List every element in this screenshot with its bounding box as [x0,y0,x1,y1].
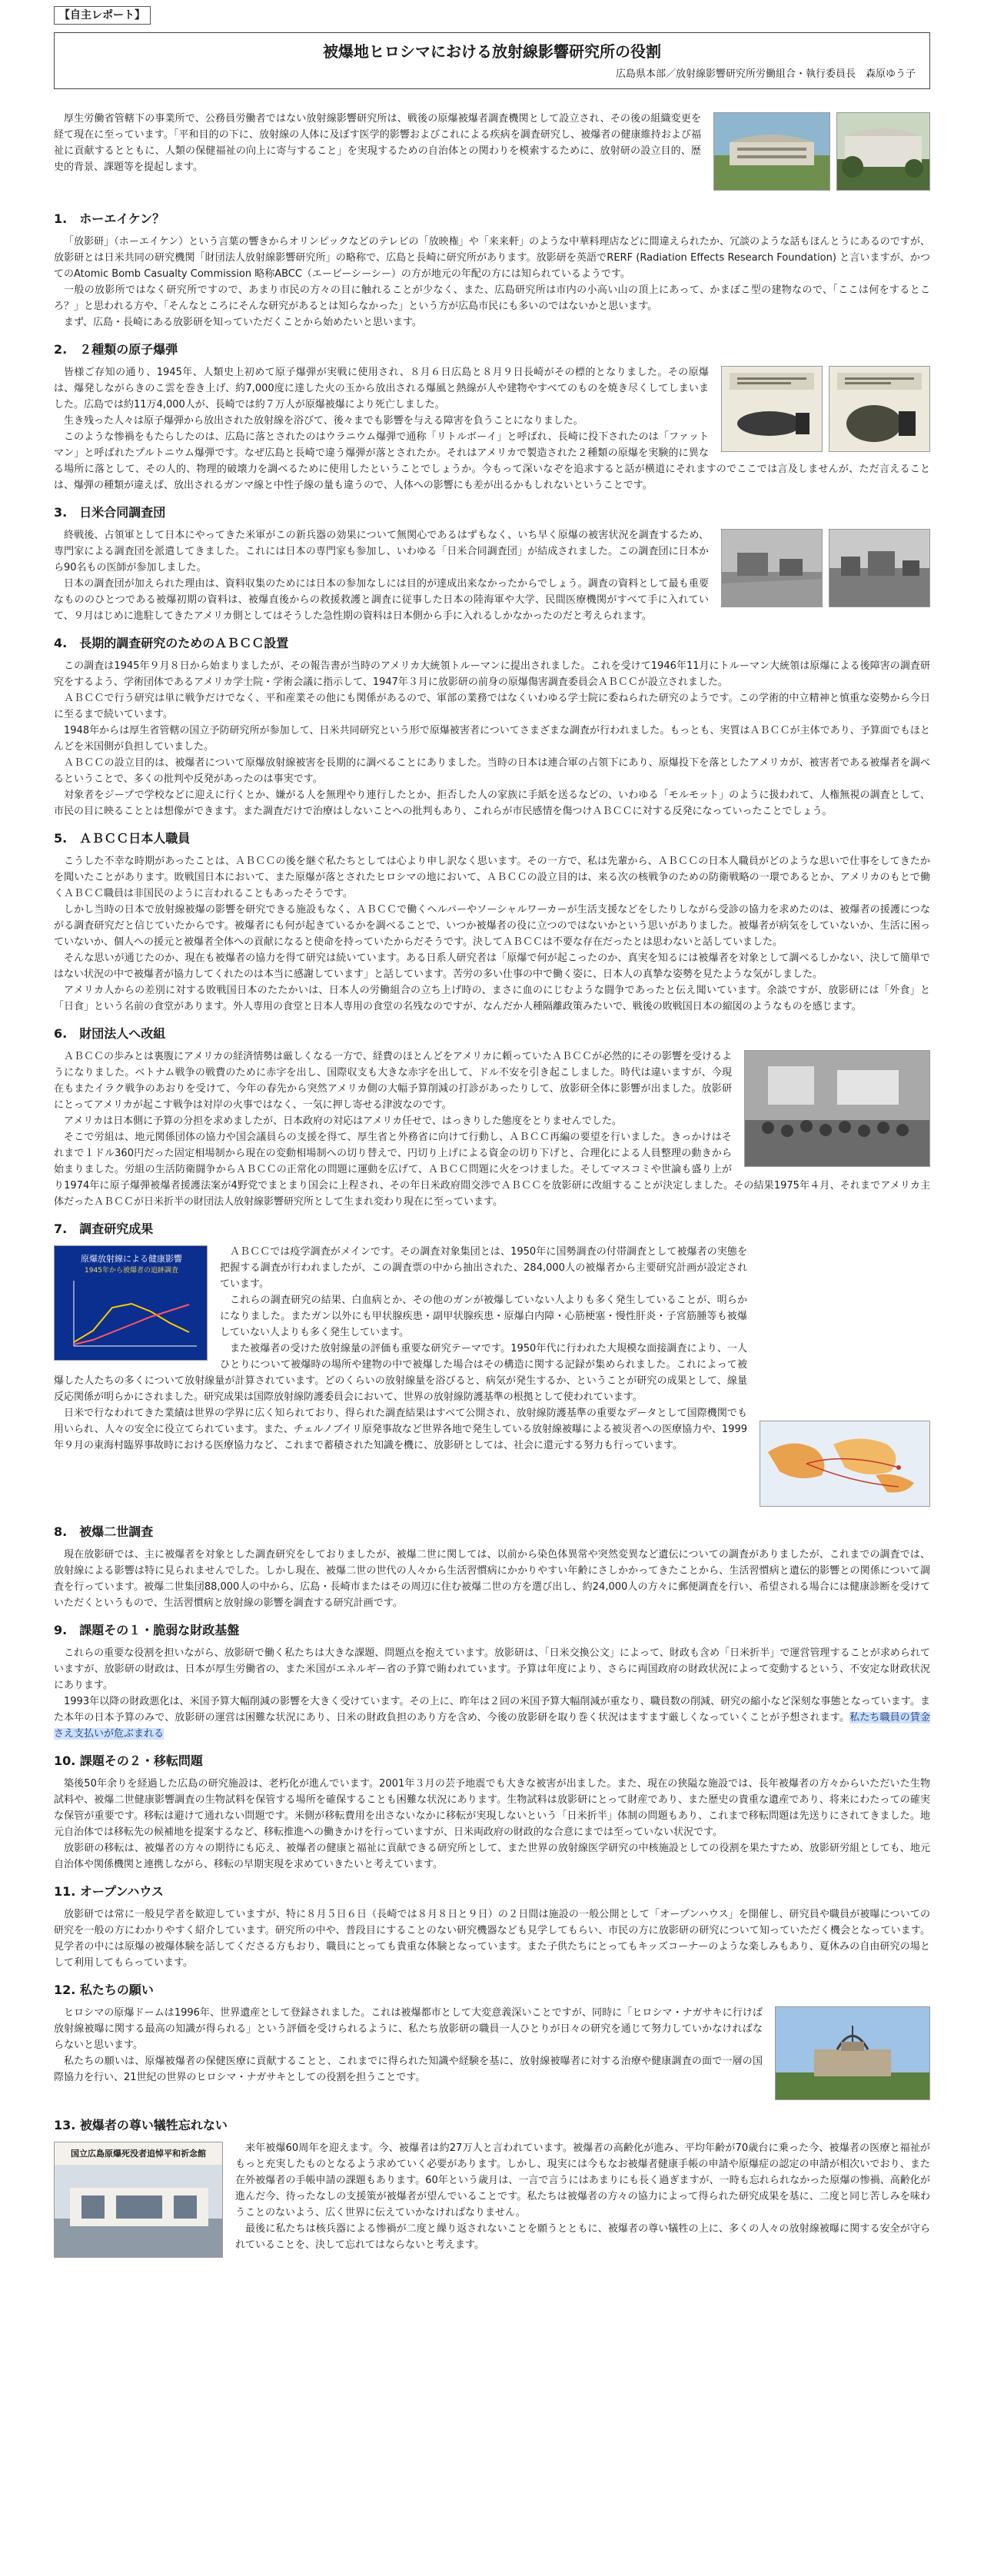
intro-block [54,111,930,197]
bomb-photos [721,366,930,452]
building-photo-2 [836,112,930,191]
section-heading: 10. 課題その２・移転問題 [54,1753,203,1768]
section-8 [54,1522,930,1611]
section-heading: 9. 課題その１・脆弱な財政基盤 [54,1623,240,1637]
section-heading: 3. 日米合同調査団 [54,505,166,520]
figure-subtitle: 1945年から被爆者の追跡調査 [85,1267,178,1275]
protest-photo [744,1050,930,1167]
section-4 [54,633,930,819]
atomic-dome-photo [775,2006,930,2100]
section-13 [54,2116,930,2264]
paragraph: 最後に私たちは核兵器による惨禍が二度と繰り返されないことを願うとともに、被爆者の尊い犠牲の上に、多くの人々の放射線被曝に関する安全が守られていることを、決して忘れてはならないと考えます。 [235,2223,930,2251]
memorial-photo [54,2142,223,2258]
chart-figure [54,1245,208,1361]
building-photo-1 [713,112,830,191]
paragraph: 「放影研」（ホーエイケン）という言葉の響きからオリンピックなどのテレビの「放映権」や「来来軒」のような中華料理店などに間違えられたか、冗談のような話もほんとうにあるのですが、放影研とは日米共同の研究機関「財団法人放射線影響研究所」の略称で、広島と長崎に研究所があります。放影研を英語でRERF (Radiation Effects Research Foundation) と言いますが、かつてのAtomic Bomb Casualty Commission 略称ABCC（エービーシーシー）の方が地元の年配の方には知られているようです。 [54,236,930,280]
paragraph: そんな思いが通じたのか、現在も被爆者の協力を得て研究は続いています。ある日系人研究者は「原爆で何が起こったのか、真実を知るには被爆者を対象として調べるしかない、決して簡単ではない状況の中で被爆者が協力してくれたのは本当に感謝しています」と話しています。苦労の多い仕事の中で働く姿に、日本人の真摯な姿勢を見たような気がしました。 [54,952,930,980]
paragraph: こうした不幸な時期があったことは、ＡＢＣＣの後を継ぐ私たちとしては心より申し訳なく思います。その一方で、私は先輩から、ＡＢＣＣの日本人職員がどのような思いで仕事をしてきたかを聞いたことがあります。敗戦国日本において、また原爆が落とされたヒロシマの地において、ＡＢＣＣの設立目的は、来る次の核戦争のための防衛戦略の一環であるとか、アメリカのもとで働くＡＢＣＣ職員は非国民のように言われることもあったそうです。 [54,856,930,899]
little-boy-photo [721,366,823,452]
ruins-photo-1 [721,529,823,607]
paragraph: 来年被爆60周年を迎えます。今、被爆者は約27万人と言われています。被爆者の高齢化が進み、平均年齢が70歳台に乗った今、被爆者の医療と福祉がもっと充実したものとなるよう求めていく必要があります。しかし、現実には今もなお被爆者健康手帳の申請や原爆症の認定の申請が相次いでおり、また在外被爆者の手帳申請の課題もあります。60年という歳月は、一言で言うにはあまりにも長く過ぎますが、一時も忘れられなかった原爆の惨禍、高齢化が進んだ今、待ったなしの支援策が被爆者が望んでいることです。私たちは被爆者の方々の協力によって得られた研究成果を基に、二度と同じ苦しみを味わうことのないよう、広く世界に伝えていかなければなりません。 [235,2142,930,2219]
paragraph: 1948年からは厚生省管轄の国立予防研究所が参加して、日米共同研究という形で原爆被害者についてさまざまな調査が行われました。もっとも、実質はＡＢＣＣが主体であり、予算面でもほとんどを米国側が負担していました。 [54,725,930,753]
paragraph: しかし当時の日本で放射線被爆の影響を研究できる施設もなく、ＡＢＣＣで働くヘルパーやソーシャルワーカーが生活支援などをしたりしながら受診の協力を求めたのは、被爆者の援護につながる調査研究だと信じていたからです。被爆者にも何が起きているかを調べることで、いつか被爆者の役に立つのではないかという思いがありました。被爆者が病気をしていないか、生活に困っていないか、個人への援元と被爆者全体への貢献になると使命を持っていたからだそうです。決してＡＢＣＣは不要な存在だったとは思わないと話していました。 [54,904,930,948]
paragraph: 日米で行なわれてきた業績は世界の学界に広く知られており、得られた調査結果はすべて公開され、放射線防護基準の重要なデータとして国際機関でも用いられ、人々の安全に役立てられています。また、チェルノブイリ原発事故など世界各地で発生している放射線被曝による被災者への医療協力や、1999年９月の東海村臨界事故時における医療協力など、これまで蓄積された知識を機に、放影研としては、社会に還元する努力も行っています。 [54,1408,747,1451]
dome-figure [775,2006,930,2100]
paragraph: これらの調査研究の結果、白血病とか、その他のガンが被爆していない人よりも多く発生していることが、明らかになりました。またガン以外にも甲状腺疾患・副甲状腺疾患・原爆白内障・心筋梗塞・慢性肝炎・子宮筋腫等も被爆していない人よりも多く発生しています。 [220,1295,747,1338]
section-1 [54,209,930,331]
paragraph: 放影研の移転は、被爆者の方々の期待にも応え、被爆者の健康と福祉に貢献できる研究所として、また世界の放射線医学研究の中核施設としての役割を果たすため、放影研労組としても、地元自治体や関係機関と連携しながら、移転の早期実現を求めていきたいと考えています。 [54,1843,930,1870]
paragraph: そこで労組は、地元関係団体の協力や国会議員らの支援を得て、厚生省と外務省に向けて行動し、ＡＢＣＣ再編の要望を行いました。きっかけはそれまで１ドル360円だった固定相場制から現在の変動相場制への切り替えで、円切り上げによる資金の切り下げと、合理化による人員整理の動きから始まりました。労組の生活防衛闘争からＡＢＣＣの正常化の問題に運動を広げて、ＡＢＣＣ問題に火をつけました。そしてマスコミや世論も盛り上がり1974年に原子爆弾被爆者援護法案が4野党でまとまり国会に上程され、その年日米政府間交渉でＡＢＣＣを放影研に改組することが決定しました。その結果1975年４月、それまでアメリカ主体だったＡＢＣＣが日米折半の財団法人放射線影響研究所として生まれ変わり現在に至っています。 [54,1132,930,1208]
paragraph: まず、広島・長崎にある放影研を知っていただくことから始めたいと思います。 [64,317,422,328]
intro-photos [713,112,930,191]
title-box [54,32,930,89]
report-tag: 【自主レポート】 [54,6,151,25]
paragraph: 生き残った人々は原子爆弾から放出された放射線を浴びて、後々までも影響を与える障害を負うことになりました。 [64,415,583,427]
world-map-figure [760,1421,930,1507]
paragraph: ＡＢＣＣの設立目的は、被爆者について原爆放射線被害を長期的に調べることにありました。当時の日本は連合軍の占領下にあり、原爆投下を落としたアメリカが、被害者である被爆者を調べるということで、多くの批判や反発があったのは事実です。 [54,757,930,785]
section-heading: 5. ＡＢＣＣ日本人職員 [54,831,191,846]
section-10 [54,1751,930,1873]
memorial-sign-text: 国立広島原爆死没者追悼平和祈念館 [55,2142,222,2165]
intro-text: 厚生労働省管轄下の事業所で、公務員労働者ではない放射線影響研究所は、戦後の原爆被爆者調査機関として設立され、その後の組織変更を経て現在に至っています。「平和目的の下に、放射線の人体に及ぼす医学的影響およびこれによる疾病を調査研究し、被爆者の健康維持および福祉に貢献するとともに、人類の保健福祉の向上に寄与すること」を実現するための自治体との関わりを模索するために、放射研の設立目的、歴史的背景、課題等を提起します。 [54,113,701,173]
memorial-figure [54,2142,223,2258]
paragraph: アメリカは日本側に予算の分担を求めましたが、日本政府の対応はアメリカ任せで、はっきりした態度をとりませんでした。 [64,1115,622,1127]
fat-man-photo [829,366,930,452]
author-line: 広島県本部／放射線影響研究所労働組合・執行委員長 森原ゆう子 [615,68,916,80]
figure-title: 原爆放射線による健康影響 [81,1254,182,1264]
paragraph: 対象者をジープで学校などに迎えに行くとか、嫌がる人を無理やり連行したとか、拒否した人の家族に手紙を送るなどの、いわゆる「モルモット」のように扱われて、人権無視の調査として、市民の目に映ることとは想像ができます。また調査だけで治療はしないことへの批判もあり、これらが市民感情を傷つけＡＢＣＣに対する反発になっていったことでしょう。 [54,789,930,817]
section-12 [54,1980,930,2106]
paragraph: また被爆者の受けた放射線量の評価も重要な研究テーマです。1950年代に行われた大規模な面接調査により、一人ひとりについて被爆時の場所や建物の中で被爆した場合はその構造に関する記録が集められました。これによって被爆した人たちの多くについて放射線量が計算されています。どのくらいの放射線量を浴びると、病気が発生するか、ということが研究の成果として、線量反応関係が明らかにされました。研究成果は国際放射線防護委員会において、世界の放射線防護基準の根拠として使われています。 [54,1343,747,1403]
paragraph: アメリカ人からの差別に対する敗戦国日本のたたかいは、日本人の労働組合の立ち上げ時の、まさに血のにじむような闘争であったと伝え聞いています。余談ですが、放影研には「外食」と「日食」という名前の食堂があります。外人専用の食堂と日本人専用の食堂の名残なのですが、なんだか人種隔離政策みたいで、戦後の敗戦国日本の縮図のようなものを感じます。 [54,985,930,1012]
section-heading: 8. 被爆二世調査 [54,1524,154,1539]
paragraph: この調査は1945年９月８日から始まりましたが、その報告書が当時のアメリカ大統領トルーマンに提出されました。これを受けて1946年11月にトルーマン大統領は原爆による後障害の調査研究をするよう、学術団体であるアメリカ学士院・学術会議に指示して、1947年３月に放影研の前身の原爆傷害調査委員会ＡＢＣＣが設立されました。 [54,660,930,688]
section-heading: 7. 調査研究成果 [54,1222,154,1236]
section-heading: 2. ２種類の原子爆弾 [54,342,178,357]
paragraph: これらの重要な役割を担いながら、放影研で働く私たちは大きな課題、問題点を抱えています。放影研は、「日米交換公文」によって、財政も含め「日米折半」で運営管理することが求められていますが、放影研の財政は、日本が厚生労働省の、また米国がエネルギー省の予算で賄われています。予算は年度により、さらに両国政府の財政状況によって変動するという、不安定な財政状況にあります。 [54,1647,930,1691]
paragraph: 終戦後、占領軍として日本にやってきた米軍がこの新兵器の効果について無関心であるはずもなく、いち早く原爆の被害状況を調査するため、専門家による調査団を派遣してきました。これには日本の専門家も参加し、いわゆる「日米合同調査団」が結成されました。この調査団に日本から90名もの医師が参加しました。 [54,530,709,573]
paragraph: 日本の調査団が加えられた理由は、資料収集のためには日本の参加なしには目的が達成出来なかったからでしょう。調査の資料として最も重要なもののひとつである被爆初期の資料は、被爆直後からの救援救護と調査に従事した日本の陸海軍や大学、民間医療機関がすべて手に入れていて、９月はじめに進駐してきたアメリカ側としてはそうした急性期の資料は日本側から手に入れるしかなかったのだと考えられます。 [54,578,709,622]
section-heading: 1. ホーエイケン？ [54,211,165,226]
ruins-photos [721,529,930,607]
protest-photos [744,1050,930,1167]
section-heading: 6. 財団法人へ改組 [54,1026,166,1041]
paragraph: 私たちの願いは、原爆被爆者の保健医療に貢献することと、これまでに得られた知識や経験を基に、放射線被曝者に対する治療や健康調査の面で一層の国際協力を行い、21世紀の世界のヒロシマ・ナガサキとしての役割を担うことです。 [54,2056,763,2083]
map-figure [760,1421,930,1507]
section-heading: 13. 被爆者の尊い犠牲忘れない [54,2118,228,2132]
paragraph: 放影研では常に一般見学者を歓迎していますが、特に８月５日６日（長崎では８月８日と９日）の２日間は施設の一般公開として「オープンハウス」を開催し、研究員や職員が被曝についての研究を一般の方にわかりやすく紹介しています。研究所の中や、普段目にすることのない研究機器なども見学してもらい、市民の方に放影研の研究について知っていただく機会となっています。見学者の中には原爆の被爆体験を話してくださる方もおり、職員にとっても貴重な体験となっています。また子供たちにとってもキッズコーナーのような楽しみもあり、夏休みの自由研究の場として利用してもらっています。 [54,1909,930,1969]
section-heading: 4. 長期的調査研究のためのＡＢＣＣ設置 [54,636,289,650]
section-heading: 12. 私たちの願い [54,1983,154,1997]
ruins-photo-2 [829,529,930,607]
highlighted-text: 私たち職員の賃金さえ支払いが危ぶまれる [54,1712,930,1740]
section-5 [54,829,930,1015]
paragraph: ＡＢＣＣで行う研究は単に戦争だけでなく、平和産業その他にも関係があるので、軍部の業務ではなくいわゆる学士院に委ねられた研究のようです。この学術的中立精神と慎重な姿勢から今日に至るまで続いています。 [54,693,930,720]
health-effects-figure [54,1245,208,1361]
section-2 [54,340,930,494]
section-9 [54,1620,930,1742]
paragraph: 現在放影研では、主に被爆者を対象とした調査研究をしておりましたが、被爆二世に関しては、以前から染色体異常や突然変異など遺伝についての調査がありましたが、これまでの調査では、放射線による影響は特に見られませんでした。しかし現在、被爆二世の世代の人々から生活習慣病にかかりやすい年齢にさしかかってきたことから、生活習慣病と遺伝的影響との関係について調査を行っています。被爆二世集団88,000人の中から、広島・長崎市またはその周辺に住む被爆二世の方を選び出し、約24,000人の方々に郵便調査を行い、希望される場合には健康診断を受けていただくというもので、生活習慣病と放射線の影響を調査する研究計画です。 [54,1549,930,1609]
paragraph [54,1694,930,1742]
section-3 [54,503,930,624]
section-11 [54,1882,930,1971]
paragraph: このような惨禍をもたらしたのは、広島に落とされたのはウラニウム爆弾で通称「リトルボーイ」と呼ばれ、長崎に投下されたのは「ファットマン」と呼ばれたプルトニウム爆弾です。なぜ広島と長崎で違う爆弾が落とされたか。それはアメリカで製造された２種類の原爆を実験的に異なる場所に落として、その人的、物理的破壊力を調べるために使用したということでしょうか。今もって深いなぞを追求すると話が横道にそれますのでここでは言及しませんが、ただ言えることは、爆弾の種類が違えば、放出されるガンマ線と中性子線の量も違うので、人体への影響にも差が出るかもしれないということです。 [54,431,930,491]
paragraph-text: 1993年以降の財政悪化は、米国予算大幅削減の影響を大きく受けています。その上に、昨年は２回の米国予算大幅削減が重なり、職員数の削減、研究の縮小など深刻な事態となっています。また本年の日本予算のみで、放影研の運営は困難な状況にあり、日米の財政負担のあり方を含め、今後の放影研を取り巻く状況はますます厳しくなっていくことが予想されます。 [54,1696,930,1723]
section-6 [54,1024,930,1210]
section-7 [54,1219,930,1513]
paragraph: ＡＢＣＣでは疫学調査がメインです。その調査対象集団とは、1950年に国勢調査の付帯調査として被爆者の実態を把握する調査が行われましたが、この調査票の中から抽出された、284,000人の被爆者から主要研究計画が設定されています。 [220,1246,747,1290]
paragraph: 一般の放影所ではなく研究所ですので、あまり市民の方々の目に触れることが少なく、また、広島研究所は市内の小高い山の頂上にあって、かまぼこ型の建物なので、「ここは何をするところ？」と思われる方や、「そんなところにそんな研究があるとは知らなかった」という方が広島市民にも多いのではないかと思います。 [54,284,930,312]
paragraph: 皆様ご存知の通り、1945年、人類史上初めて原子爆弾が実戦に使用され、８月６日広島と８月９日長崎がその標的となりました。その原爆は、爆発しながらきのこ雲を巻き上げ、約7,000度に達した火の玉から放出される爆風と熱線が人や建物やすべてのものを焼き尽くしてしまいました。広島では約11万4,000人が、長崎では約７万人が原爆被爆により死亡しました。 [54,367,709,410]
paragraph: 築後50年余りを経過した広島の研究施設は、老朽化が進んでいます。2001年３月の芸予地震でも大きな被害が出ました。また、現在の狭隘な施設では、長年被爆者の方々からいただいた生物試料や、被爆二世健康影響調査の生物試料を保管する場所を確保することも困難な状況にあります。生物試料は放影研にとって財産であり、また歴史の貴重な遺産であり、将来にわたっての確実な保管が重要です。移転は避けて通れない問題です。米側が移転費用を出さないなかに移転が実現しないという「日米折半」体制の問題もあり、これまで移転問題は先送りにされてきました。地元自治体では移転先の候補地を提案するなど、移転推進への働きかけを行っていますが、日米両政府の財政的な合意にまでは至っていない状況です。 [54,1778,930,1838]
section-heading: 11. オープンハウス [54,1884,164,1899]
paragraph: ＡＢＣＣの歩みとは裏腹にアメリカの経済情勢は厳しくなる一方で、経費のほとんどをアメリカに頼っていたＡＢＣＣが必然的にその影響を受けるようになりました。ベトナム戦争の戦費のために赤字を出し、国際収支も大きな赤字を出して、ドル不安を引き起こしました。時代は違いますが、今現在もまたイラク戦争のあおりを受けて、今年の春先から突然アメリカ側の大幅予算削減の打診があったりして、放影研全体に影響が出ました。放影研にとってアメリカが起こす戦争は対岸の火事ではなく、一気に押し寄せる津波なのです。 [54,1051,732,1111]
page-title: 被爆地ヒロシマにおける放射線影響研究所の役割 [323,42,661,61]
paragraph: ヒロシマの原爆ドームは1996年、世界遺産として登録されました。これは被爆都市として大変意義深いことですが、同時に「ヒロシマ・ナガサキに行けば放射線被曝に関する最高の知識が得られる」という評価を受けられるように、私たち放影研の職員一人ひとりが日々の研究を通じて努力していかなければならないと思います。 [54,2007,763,2051]
